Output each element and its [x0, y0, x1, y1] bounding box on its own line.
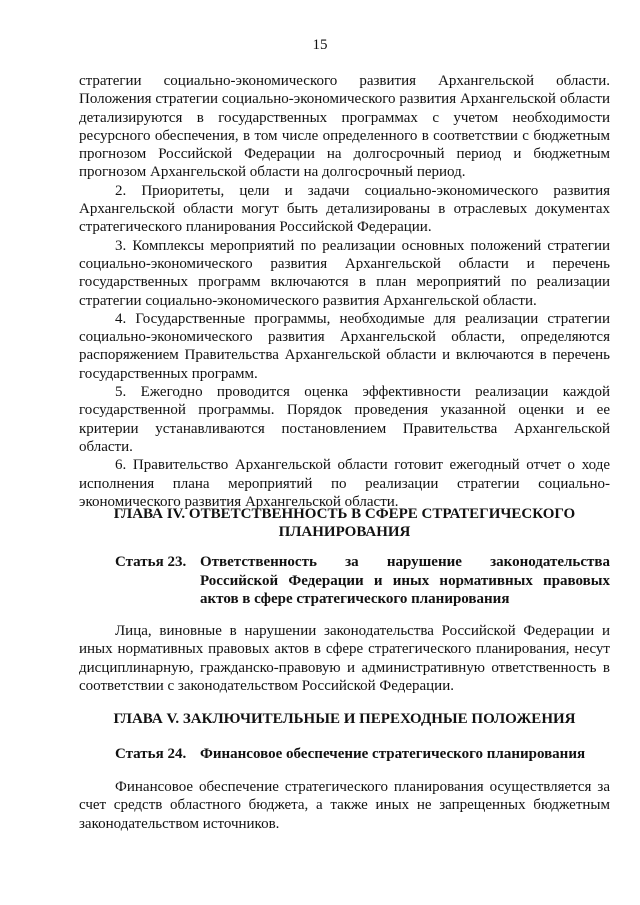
chapter-4-title-line1: ГЛАВА IV. ОТВЕТСТВЕННОСТЬ В СФЕРЕ СТРАТЕГИЧЕСКОГО	[113, 506, 576, 522]
article-22-body	[79, 72, 610, 511]
paragraph-2: 2. Приоритеты, цели и задачи социально-экономического развития Архангельской области могут быть детализированы в отраслевых документах стратегического планирования Российской Федерации.	[79, 182, 610, 236]
chapter-4-title-line2: ПЛАНИРОВАНИЯ	[278, 524, 411, 540]
article-24-text: Финансовое обеспечение стратегического планирования осуществляется за счет средств областного бюджета, а также иных не запрещенных бюджетным законодательством источников.	[79, 779, 610, 832]
article-24-title: Финансовое обеспечение стратегического планирования	[200, 746, 586, 762]
chapter-5-title: ГЛАВА V. ЗАКЛЮЧИТЕЛЬНЫЕ И ПЕРЕХОДНЫЕ ПОЛОЖЕНИЯ	[113, 711, 576, 727]
paragraph-5: 5. Ежегодно проводится оценка эффективности реализации каждой государственной программы. Порядок проведения указанной оценки и ее критерии устанавливаются постановлением Правительства Архангельской области.	[79, 384, 610, 455]
article-24-number: Статья 24.	[115, 746, 187, 762]
article-23-number: Статья 23.	[115, 554, 187, 570]
paragraph-4: 4. Государственные программы, необходимые для реализации стратегии социально-экономического развития Архангельской области, определяются распоряжением Правительства Архангельской области и включаются в перечень государственных программ.	[79, 310, 610, 382]
article-23-heading	[79, 553, 610, 609]
article-23-body	[79, 622, 610, 695]
chapter-4-heading	[79, 505, 610, 541]
chapter-5-heading	[79, 710, 610, 728]
paragraph-3: 3. Комплексы мероприятий по реализации основных положений стратегии социально-экономического развития Архангельской области и перечень государственных программ включаются в план мероприятий по реализации стратегии социально-экономического развития Архангельской области.	[79, 237, 610, 309]
page-number: 15	[312, 37, 328, 53]
paragraph-6: 6. Правительство Архангельской области готовит ежегодный отчет о ходе исполнения плана мероприятий по реализации стратегии социально-экономического развития Архангельской области.	[79, 457, 610, 510]
continuation-paragraph: стратегии социально-экономического развития Архангельской области. Положения стратегии социально-экономического развития Архангельской области детализируются в государственных программах с учетом необходимости ресурсного обеспечения, в том числе определенного в соответствии с бюджетным прогнозом Российской Федерации на долгосрочный период и бюджетным прогнозом Архангельской области на долгосрочный период.	[79, 73, 610, 181]
article-23-text: Лица, виновные в нарушении законодательства Российской Федерации и иных нормативных правовых актов в сфере стратегического планирования, несут дисциплинарную, гражданско-правовую и административную ответственность в соответствии с законодательством Российской Федерации.	[79, 623, 610, 694]
article-24-body	[79, 778, 610, 833]
article-24-heading	[79, 745, 610, 764]
article-23-title: Ответственность за нарушение законодательства Российской Федерации и иных нормативных правовых актов в сфере стратегического планирования	[200, 554, 610, 607]
